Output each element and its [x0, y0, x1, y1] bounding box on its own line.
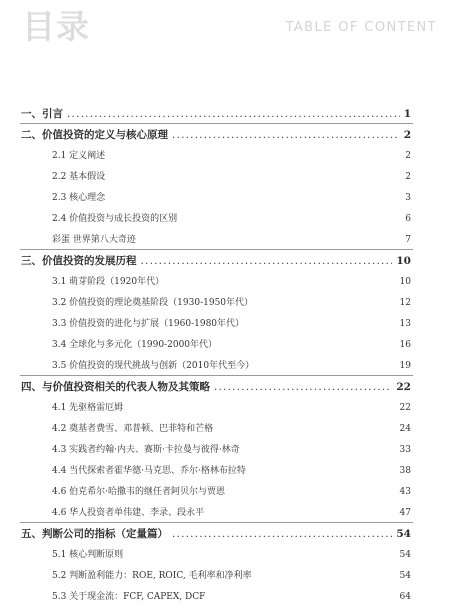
toc-section-entry[interactable]	[52, 358, 411, 371]
toc-entry-label: 3.5 价值投资的现代挑战与创新（2010年代至今）	[52, 361, 255, 371]
toc-entry-label: 3.1 萌芽阶段（1920年代）	[52, 277, 165, 287]
toc-page-number: 7	[405, 235, 411, 245]
toc-section-entry[interactable]	[52, 148, 411, 161]
dot-leader	[172, 129, 400, 141]
chapter-divider	[20, 123, 413, 124]
toc-section-entry[interactable]	[52, 505, 411, 518]
toc-entry-label: 4.3 实践者约翰·内夫、赛斯·卡拉曼与彼得·林奇	[52, 445, 240, 455]
toc-section-entry[interactable]	[52, 295, 411, 308]
toc-page-number: 47	[399, 508, 411, 518]
dot-leader	[214, 381, 392, 393]
toc-section-entry[interactable]	[52, 400, 411, 413]
toc-chapter-entry[interactable]	[21, 379, 411, 394]
toc-page-number: 38	[399, 466, 411, 476]
toc-section-entry[interactable]	[52, 169, 411, 182]
toc-chapter-entry[interactable]	[21, 127, 411, 142]
toc-page-number: 2	[405, 172, 411, 182]
toc-entry-label: 5.3 关于现金流：FCF, CAPEX, DCF	[52, 592, 206, 602]
toc-section-entry[interactable]	[52, 421, 411, 434]
dot-leader	[141, 255, 393, 267]
toc-section-entry[interactable]	[52, 463, 411, 476]
toc-entry-label: 2.4 价值投资与成长投资的区别	[52, 214, 178, 224]
toc-entry-label: 4.2 奠基者费雪、邓普顿、巴菲特和芒格	[52, 424, 214, 434]
toc-entry-label: 一、引言	[21, 108, 63, 120]
toc-entry-label: 3.3 价值投资的进化与扩展（1960-1980年代）	[52, 319, 245, 329]
toc-entry-label: 4.1 先驱格雷厄姆	[52, 403, 124, 413]
chapter-divider	[20, 249, 413, 250]
toc-page-number: 22	[396, 381, 411, 393]
toc-entry-label: 4.4 当代探索者霍华德·马克思、乔尔·格林布拉特	[52, 466, 246, 476]
toc-page-number: 54	[396, 528, 411, 540]
toc-entry-label: 彩蛋 世界第八大奇迹	[52, 235, 136, 245]
chapter-divider	[20, 522, 413, 523]
toc-entry-label: 5.2 判断盈利能力：ROE, ROIC, 毛利率和净利率	[52, 571, 252, 581]
toc-section-entry[interactable]	[52, 190, 411, 203]
toc-page-number: 54	[399, 571, 411, 581]
toc-page-number: 16	[399, 340, 411, 350]
toc-section-entry[interactable]	[52, 589, 411, 602]
toc-page-number: 12	[399, 298, 411, 308]
toc-page-number: 10	[399, 277, 411, 287]
toc-entry-label: 2.3 核心理念	[52, 193, 106, 203]
toc-chapter-entry[interactable]	[21, 526, 411, 541]
toc-entry-label: 4.6 伯克希尔·哈撒韦的继任者阿贝尔与贾恩	[52, 487, 226, 497]
page-title: 目录	[22, 7, 90, 46]
toc-entry-label: 5.1 核心判断原则	[52, 550, 124, 560]
toc-entry-label: 3.2 价值投资的理论奠基阶段（1930-1950年代）	[52, 298, 254, 308]
toc-page-number: 43	[399, 487, 411, 497]
toc-section-entry[interactable]	[52, 211, 411, 224]
toc-section-entry[interactable]	[52, 232, 411, 245]
toc-section-entry[interactable]	[52, 547, 411, 560]
toc-section-entry[interactable]	[52, 337, 411, 350]
toc-page-number: 1	[403, 108, 411, 120]
toc-page-number: 22	[399, 403, 411, 413]
toc-section-entry[interactable]	[52, 568, 411, 581]
page-subtitle: TABLE OF CONTENT	[285, 20, 437, 35]
toc-entry-label: 4.6 华人投资者单伟建、李录、段永平	[52, 508, 205, 518]
toc-page-number: 6	[405, 214, 411, 224]
toc-page-number: 3	[405, 193, 411, 203]
toc-entry-label: 二、价值投资的定义与核心原理	[21, 129, 168, 141]
toc-page-number: 24	[399, 424, 411, 434]
toc-section-entry[interactable]	[52, 274, 411, 287]
toc-chapter-entry[interactable]	[21, 253, 411, 268]
toc-page-number: 10	[396, 255, 411, 267]
toc-entry-label: 四、与价值投资相关的代表人物及其策略	[21, 381, 210, 393]
dot-leader	[172, 528, 392, 540]
dot-leader	[67, 108, 400, 120]
toc-section-entry[interactable]	[52, 316, 411, 329]
toc-page-number: 13	[399, 319, 411, 329]
chapter-divider	[20, 375, 413, 376]
toc-entry-label: 五、判断公司的指标（定量篇）	[21, 528, 168, 540]
toc-entry-label: 2.1 定义阐述	[52, 151, 106, 161]
toc-page-number: 2	[403, 129, 411, 141]
toc-chapter-entry[interactable]	[21, 106, 411, 121]
toc-entry-label: 2.2 基本假设	[52, 172, 106, 182]
toc-page-number: 33	[399, 445, 411, 455]
toc-section-entry[interactable]	[52, 484, 411, 497]
toc-page-number: 19	[399, 361, 411, 371]
toc-page-number: 64	[399, 592, 411, 602]
toc-entry-label: 3.4 全球化与多元化（1990-2000年代）	[52, 340, 218, 350]
toc-page-number: 54	[399, 550, 411, 560]
toc-page-number: 2	[405, 151, 411, 161]
toc-entry-label: 三、价值投资的发展历程	[21, 255, 137, 267]
toc-section-entry[interactable]	[52, 442, 411, 455]
